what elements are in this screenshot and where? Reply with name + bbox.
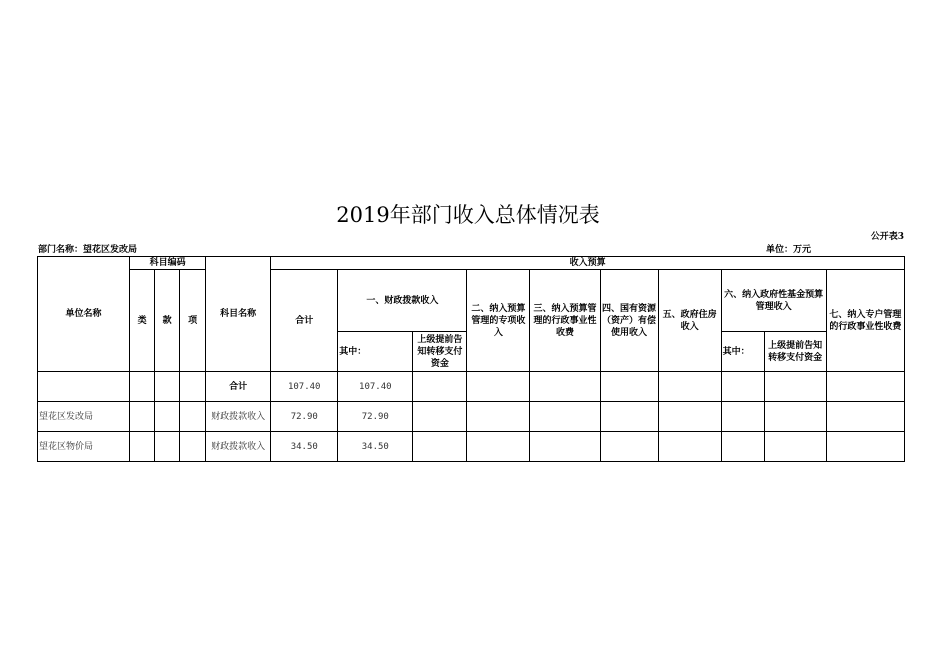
- cell-fiscal: 34.50: [338, 432, 413, 462]
- table-row: [38, 372, 905, 402]
- header-fiscal-income: 一、财政拨款收入: [338, 270, 467, 332]
- header-xiang: 项: [180, 270, 206, 372]
- header-state-assets: 四、国有资源（资产）有偿使用收入: [600, 270, 658, 372]
- header-special-account: 七、纳入专户管理的行政事业性收费: [826, 270, 904, 372]
- header-admin-fees: 三、纳入预算管理的行政事业性收费: [530, 270, 600, 372]
- cell-subject: 合计: [206, 372, 271, 402]
- header-gov-fund: 六、纳入政府性基金预算管理收入: [721, 270, 826, 332]
- header-fiscal-transfer: 上级提前告知转移支付资金: [413, 332, 467, 372]
- cell-subject: 财政拨款收入: [206, 402, 271, 432]
- cell-unit: 望花区物价局: [38, 432, 130, 462]
- form-number: 公开表3: [870, 232, 904, 242]
- header-fiscal-of-which: 其中：: [338, 332, 413, 372]
- cell-unit: 望花区发改局: [38, 402, 130, 432]
- cell-fiscal: 107.40: [338, 372, 413, 402]
- header-income-budget: 收入预算: [271, 257, 905, 270]
- cell-fiscal: 72.90: [338, 402, 413, 432]
- table-row: [38, 432, 905, 462]
- cell-total: 107.40: [271, 372, 338, 402]
- cell-total: 72.90: [271, 402, 338, 432]
- header-housing-income: 五、政府住房收入: [658, 270, 721, 372]
- header-subject-name: 科目名称: [206, 257, 271, 372]
- header-fund-of-which: 其中：: [721, 332, 764, 372]
- header-subject-code: 科目编码: [130, 257, 206, 270]
- header-special-income: 二、纳入预算管理的专项收入: [467, 270, 530, 372]
- table-row: [38, 402, 905, 432]
- unit-label: 单位：万元: [766, 245, 812, 255]
- header-fund-transfer: 上级提前告知转移支付资金: [764, 332, 826, 372]
- header-total: 合计: [271, 270, 338, 372]
- cell-unit: [38, 372, 130, 402]
- page-title: 2019年部门收入总体情况表: [336, 203, 600, 227]
- header-unit-name: 单位名称: [38, 257, 130, 372]
- cell-subject: 财政拨款收入: [206, 432, 271, 462]
- header-kuan: 款: [155, 270, 180, 372]
- cell-total: 34.50: [271, 432, 338, 462]
- header-lei: 类: [130, 270, 155, 372]
- department-label: 部门名称：望花区发改局: [38, 245, 138, 255]
- income-table: [37, 256, 905, 462]
